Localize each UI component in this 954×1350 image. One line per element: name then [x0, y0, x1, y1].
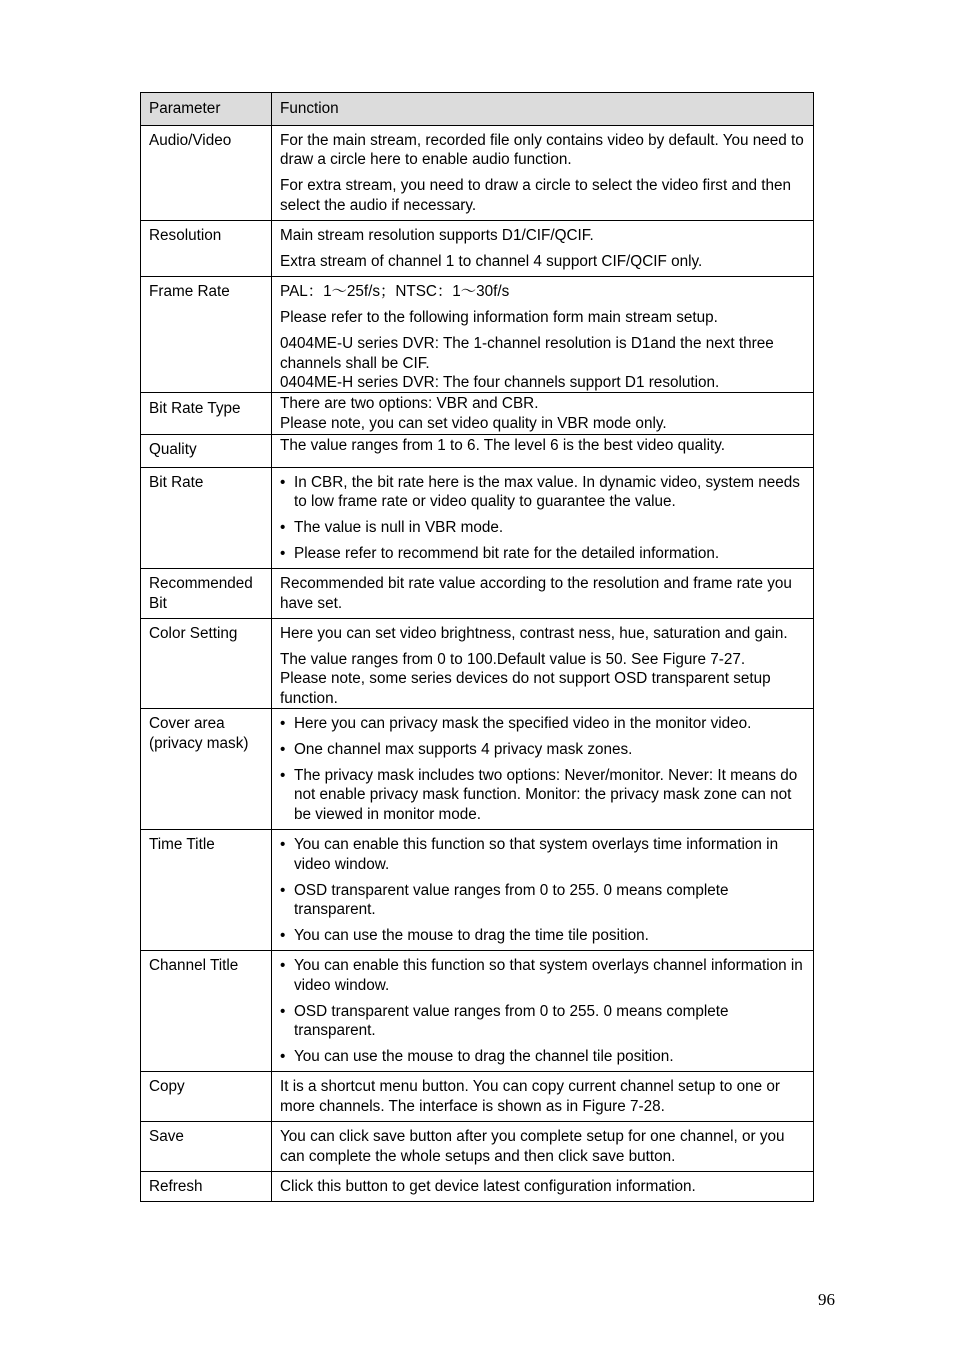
function-cell: [272, 619, 814, 709]
function-text: For the main stream, recorded file only contains video by default. You need to draw a circle here to enable audio function.: [280, 132, 804, 169]
bullet-text: You can use the mouse to drag the channel tile position.: [294, 1047, 674, 1065]
bullet-item: [280, 881, 805, 920]
function-cell: [272, 709, 814, 830]
param-cell: Color Setting: [141, 619, 272, 709]
bullet-dot-icon: •: [280, 544, 286, 562]
table-row: [141, 951, 814, 1072]
bullet-dot-icon: •: [280, 519, 286, 536]
param-cell: Cover area (privacy mask): [141, 709, 272, 830]
param-cell: Bit Rate Type: [141, 393, 272, 435]
function-text: Here you can set video brightness, contrast ness, hue, saturation and gain.: [280, 625, 788, 643]
function-cell: [272, 393, 814, 435]
param-cell: Save: [141, 1122, 272, 1172]
function-cell: [272, 126, 814, 221]
function-text: Please note, some series devices do not support OSD transparent setup function.: [280, 670, 771, 707]
function-text: There are two options: VBR and CBR.: [280, 395, 539, 413]
param-cell: Channel Title: [141, 951, 272, 1072]
param-cell: Time Title: [141, 830, 272, 951]
function-cell: [272, 277, 814, 393]
parameter-table: [140, 92, 814, 1202]
bullet-item: [280, 956, 805, 995]
table-row: [141, 1122, 814, 1172]
table-row: [141, 1171, 814, 1201]
table-body: [141, 126, 814, 1202]
function-text: For extra stream, you need to draw a circle to select the video first and then select the audio if necessary.: [280, 177, 791, 214]
bullet-dot-icon: •: [280, 1002, 286, 1020]
bullet-item: [280, 1002, 805, 1041]
bullet-text: You can use the mouse to drag the time tile position.: [294, 926, 649, 944]
bullet-item: [280, 766, 805, 824]
function-text: 0404ME-U series DVR: The 1-channel resolution is D1and the next three channels shall be CIF.: [280, 335, 774, 372]
table-row: [141, 221, 814, 277]
function-text: Click this button to get device latest configuration information.: [280, 1177, 696, 1195]
table-row: [141, 709, 814, 830]
bullet-dot-icon: •: [280, 741, 286, 759]
table-row: [141, 126, 814, 221]
table-header-row: [141, 93, 814, 126]
function-text: 0404ME-H series DVR: The four channels support D1 resolution.: [280, 374, 720, 392]
param-cell: Bit Rate: [141, 467, 272, 569]
function-text: The value ranges from 0 to 100.Default value is 50. See Figure 7-27.: [280, 651, 746, 669]
bullet-text: OSD transparent value ranges from 0 to 255. 0 means complete transparent.: [294, 881, 729, 918]
bullet-text: In CBR, the bit rate here is the max value. In dynamic video, system needs to low frame rate or video quality to guarantee the value.: [294, 473, 800, 511]
function-text: It is a shortcut menu button. You can copy current channel setup to one or more channels. The interface is shown as in Figure 7-28.: [280, 1078, 781, 1115]
bullet-dot-icon: •: [280, 715, 286, 733]
bullet-dot-icon: •: [280, 881, 286, 899]
table-row: [141, 467, 814, 569]
table-row: [141, 1072, 814, 1122]
bullet-dot-icon: •: [280, 836, 286, 854]
bullet-item: [280, 740, 805, 759]
function-text: Extra stream of channel 1 to channel 4 support CIF/QCIF only.: [280, 253, 703, 271]
param-cell: Frame Rate: [141, 277, 272, 393]
bullet-dot-icon: •: [280, 767, 286, 785]
bullet-dot-icon: •: [280, 957, 286, 975]
function-text: Recommended bit rate value according to the resolution and frame rate you have set.: [280, 575, 792, 612]
table-row: [141, 619, 814, 709]
param-cell: Resolution: [141, 221, 272, 277]
function-text: Please note, you can set video quality in VBR mode only.: [280, 414, 667, 432]
function-cell: [272, 569, 814, 619]
function-text: Please refer to the following information form main stream setup.: [280, 309, 718, 327]
bullet-item: [280, 835, 805, 874]
bullet-dot-icon: •: [280, 1047, 286, 1065]
function-text: PAL：1～25f/s；NTSC：1～30f/s: [280, 283, 510, 301]
bullet-dot-icon: •: [280, 473, 286, 491]
bullet-item: [280, 518, 805, 537]
table-row: [141, 830, 814, 951]
table-row: [141, 277, 814, 393]
function-text: You can click save button after you complete setup for one channel, or you can complete the whole setups and then click save button.: [280, 1128, 785, 1165]
param-cell: Quality: [141, 435, 272, 467]
header-parameter: Parameter: [141, 93, 272, 126]
bullet-item: [280, 544, 805, 563]
bullet-item: [280, 714, 805, 733]
param-cell: Copy: [141, 1072, 272, 1122]
param-cell: Recommended Bit: [141, 569, 272, 619]
function-cell: [272, 221, 814, 277]
bullet-text: You can enable this function so that system overlays channel information in video window.: [294, 957, 803, 994]
bullet-text: Here you can privacy mask the specified video in the monitor video.: [294, 715, 752, 733]
function-cell: [272, 830, 814, 951]
function-cell: [272, 951, 814, 1072]
param-cell: Refresh: [141, 1171, 272, 1201]
function-cell: [272, 467, 814, 569]
table-row: [141, 393, 814, 435]
bullet-dot-icon: •: [280, 926, 286, 944]
table-row: [141, 569, 814, 619]
bullet-text: You can enable this function so that system overlays time information in video window.: [294, 836, 779, 873]
function-text: Main stream resolution supports D1/CIF/QCIF.: [280, 227, 594, 245]
bullet-item: [280, 1047, 805, 1066]
function-cell: [272, 1122, 814, 1172]
param-cell: Audio/Video: [141, 126, 272, 221]
function-cell: [272, 1072, 814, 1122]
bullet-text: The value is null in VBR mode.: [294, 519, 504, 536]
table-row: [141, 435, 814, 467]
bullet-text: One channel max supports 4 privacy mask zones.: [294, 741, 633, 759]
bullet-item: [280, 473, 805, 512]
function-text: The value ranges from 1 to 6. The level 6 is the best video quality.: [280, 437, 725, 455]
page-number: 96: [818, 1290, 835, 1309]
bullet-text: Please refer to recommend bit rate for the detailed information.: [294, 544, 720, 562]
bullet-item: [280, 926, 805, 945]
bullet-text: The privacy mask includes two options: Never/monitor. Never: It means do not enable privacy mask function. Monitor: the privacy mask zone can not be viewed in monitor mode.: [294, 767, 798, 823]
function-cell: [272, 435, 814, 467]
header-function: Function: [272, 93, 814, 126]
function-cell: [272, 1171, 814, 1201]
bullet-text: OSD transparent value ranges from 0 to 255. 0 means complete transparent.: [294, 1002, 729, 1040]
